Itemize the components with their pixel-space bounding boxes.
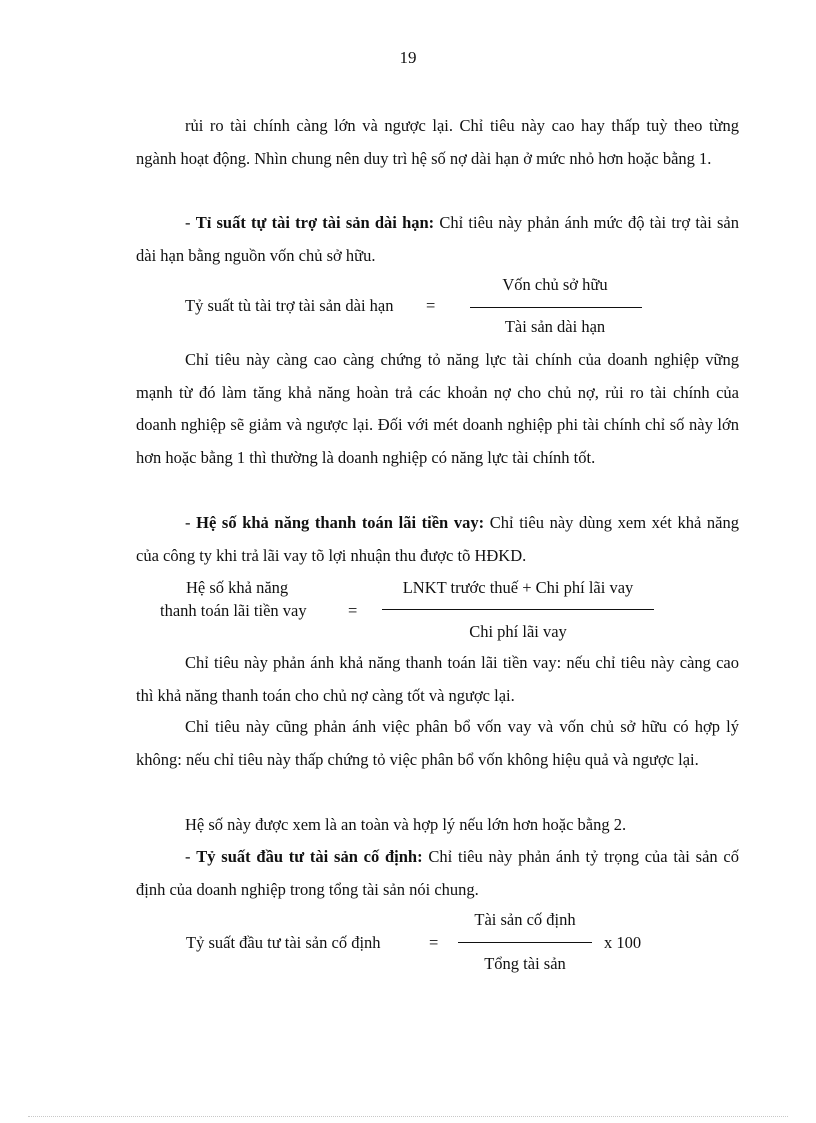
formula-multiplier: x 100 — [604, 933, 642, 952]
section-title: Tỷ suất đầu tư tài sản cố định: — [196, 847, 423, 866]
equals-sign: = — [426, 296, 436, 315]
formula-numerator: Tài sản cố định — [474, 910, 576, 929]
formula-numerator: Vốn chủ sở hữu — [502, 275, 608, 294]
paragraph-debt-ratio-end: rủi ro tài chính càng lớn và ngược lại. Chỉ tiêu này cao hay thấp tuỳ theo từng ngành hoạt động. Nhìn chung nên duy trì hệ số nợ dài hạn ở mức nhỏ hơn hoặc bằng 1. — [136, 116, 739, 168]
formula-interest-coverage — [0, 572, 816, 644]
section-title: Tỉ suất tự tài trợ tài sản dài hạn: — [195, 213, 435, 232]
fraction-bar — [382, 609, 654, 610]
section-text: Chỉ tiêu này phản ánh mức độ tài trợ tài sản dài hạn bằng nguồn vốn chủ sở hữu. — [136, 213, 740, 265]
formula-denominator: Chi phí lãi vay — [469, 622, 567, 641]
section-title: Hệ số khả năng thanh toán lãi tiền vay: — [196, 513, 485, 532]
formula-self-financing — [0, 272, 816, 342]
equals-sign: = — [348, 601, 358, 620]
paragraph-safe-threshold: Hệ số này được xem là an toàn và hợp lý nếu lớn hơn hoặc bằng 2. — [185, 815, 627, 834]
section-prefix: - — [185, 847, 197, 866]
section-text: Chỉ tiêu này dùng xem xét khả năng của công ty khi trả lãi vay tõ lợi nhuận thu được tõ HĐKD. — [136, 513, 739, 565]
formula-numerator: LNKT trước thuế + Chi phí lãi vay — [402, 578, 634, 597]
paragraph-self-financing-explanation: Chỉ tiêu này càng cao càng chứng tỏ năng lực tài chính của doanh nghiệp vững mạnh từ đó làm tăng khả năng hoàn trả các khoản nợ cho chủ nợ, rủi ro tài chính của doanh nghiệp sẽ giảm và ngược lại. Đối với mét doanh nghiệp phi tài chính chỉ số này lớn hơn hoặc bằng 1 thì thường là doanh nghiệp có năng lực tài chính tốt. — [136, 350, 739, 467]
section-prefix: - — [185, 513, 197, 532]
formula-label: Tỷ suất tù tài trợ tài sản dài hạn — [185, 296, 394, 315]
section-text: Chỉ tiêu này phản ánh tỷ trọng của tài sản cố định của doanh nghiệp trong tổng tài sản nói chung. — [136, 847, 739, 899]
formula-fixed-asset-investment — [0, 906, 816, 978]
section-fixed-asset-investment — [136, 841, 739, 906]
fraction-bar — [458, 942, 592, 943]
formula-label: Tỷ suất đầu tư tài sản cố định — [186, 933, 381, 952]
fraction-bar — [470, 307, 642, 308]
formula-label-line2: thanh toán lãi tiền vay — [160, 601, 307, 620]
section-self-financing-long-term-assets — [136, 207, 739, 272]
section-interest-coverage — [136, 507, 739, 572]
page-number: 19 — [399, 48, 417, 67]
page-bottom-border — [28, 1116, 788, 1117]
section-prefix: - — [185, 213, 196, 232]
paragraph-interest-coverage-explanation: Chỉ tiêu này phản ánh khả năng thanh toán lãi tiền vay: nếu chỉ tiêu này càng cao thì khả năng thanh toán cho chủ nợ càng tốt và ngược lại. — [136, 653, 739, 705]
formula-label-line1: Hệ số khả năng — [186, 578, 289, 597]
paragraph-capital-allocation: Chỉ tiêu này cũng phản ánh việc phân bổ vốn vay và vốn chủ sở hữu có hợp lý không: nếu chỉ tiêu này thấp chứng tỏ việc phân bổ vốn không hiệu quả và ngược lại. — [136, 717, 739, 769]
equals-sign: = — [429, 933, 439, 952]
formula-denominator: Tài sản dài hạn — [504, 317, 606, 336]
formula-denominator: Tổng tài sản — [484, 954, 566, 973]
